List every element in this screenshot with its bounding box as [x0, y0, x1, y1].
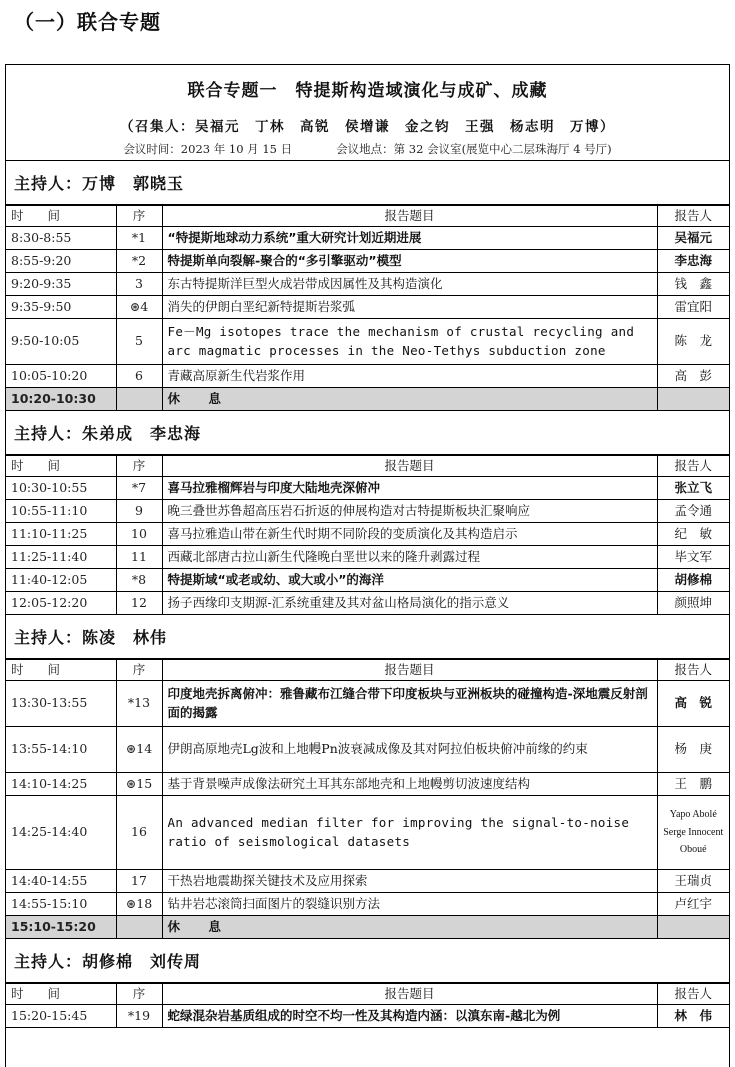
talk-seq: ⊛15 [116, 773, 162, 796]
talk-seq: *2 [116, 250, 162, 273]
talk-time: 9:20-9:35 [6, 273, 116, 296]
table-row [6, 319, 729, 365]
header-seq: 序 [116, 206, 162, 227]
header-time: 时 间 [6, 206, 116, 227]
talk-seq: 9 [116, 500, 162, 523]
table-row [6, 773, 729, 796]
talk-title: 休 息 [162, 916, 657, 939]
table-row [6, 227, 729, 250]
schedule-table [6, 205, 729, 411]
break-row [6, 388, 729, 411]
talk-speaker: 雷宜阳 [657, 296, 729, 319]
session-chair: 主持人：万博 郭晓玉 [6, 161, 729, 205]
talk-speaker: 毕文军 [657, 546, 729, 569]
header-speaker: 报告人 [657, 206, 729, 227]
talk-speaker: 高 彭 [657, 365, 729, 388]
table-row [6, 870, 729, 893]
table-row [6, 681, 729, 727]
talk-seq: *8 [116, 569, 162, 592]
meeting-time: 会议时间：2023 年 10 月 15 日 [123, 142, 293, 156]
talk-title: An advanced median filter for improving the signal-to-noise ratio of seismological datasets [162, 796, 657, 870]
talk-seq [116, 916, 162, 939]
talk-speaker: 李忠海 [657, 250, 729, 273]
talk-speaker: 高 锐 [657, 681, 729, 727]
talk-seq [116, 388, 162, 411]
header-seq: 序 [116, 984, 162, 1005]
talk-title: 干热岩地震勘探关键技术及应用探索 [162, 870, 657, 893]
table-row [6, 500, 729, 523]
talk-seq: 11 [116, 546, 162, 569]
talk-seq: *1 [116, 227, 162, 250]
talk-title: 西藏北部唐古拉山新生代隆晚白垩世以来的隆升剥露过程 [162, 546, 657, 569]
header-speaker: 报告人 [657, 660, 729, 681]
table-row [6, 546, 729, 569]
topic-title: 联合专题一 特提斯构造域演化与成矿、成藏 [187, 81, 548, 101]
meeting-info [6, 138, 729, 161]
table-row [6, 893, 729, 916]
session-chair: 主持人：胡修棉 刘传周 [6, 939, 729, 983]
talk-seq: 6 [116, 365, 162, 388]
talk-seq: ⊛4 [116, 296, 162, 319]
talk-speaker: 颜照坤 [657, 592, 729, 615]
talk-speaker [657, 388, 729, 411]
talk-seq: 10 [116, 523, 162, 546]
talk-time: 14:10-14:25 [6, 773, 116, 796]
talk-time: 12:05-12:20 [6, 592, 116, 615]
talk-title: 印度地壳拆离俯冲：雅鲁藏布江缝合带下印度板块与亚洲板块的碰撞构造-深地震反射剖面的揭露 [162, 681, 657, 727]
talk-speaker: 卢红宇 [657, 893, 729, 916]
header-time: 时 间 [6, 660, 116, 681]
talk-seq: *7 [116, 477, 162, 500]
header-title: 报告题目 [162, 206, 657, 227]
table-row [6, 477, 729, 500]
session-block [6, 615, 729, 939]
session-block [6, 411, 729, 615]
talk-seq: 17 [116, 870, 162, 893]
talk-speaker: 陈 龙 [657, 319, 729, 365]
section-heading: （一）联合专题 [14, 10, 161, 34]
talk-seq: ⊛18 [116, 893, 162, 916]
meeting-place: 会议地点：第 32 会议室(展览中心二层珠海厅 4 号厅) [336, 142, 612, 156]
talk-time: 9:50-10:05 [6, 319, 116, 365]
talk-title: 青藏高原新生代岩浆作用 [162, 365, 657, 388]
talk-title: 扬子西缘印支期源-汇系统重建及其对盆山格局演化的指示意义 [162, 592, 657, 615]
talk-title: 喜马拉雅榴辉岩与印度大陆地壳深俯冲 [162, 477, 657, 500]
table-row [6, 796, 729, 870]
session-chair: 主持人：陈凌 林伟 [6, 615, 729, 659]
talk-time: 9:35-9:50 [6, 296, 116, 319]
talk-speaker: 林 伟 [657, 1005, 729, 1028]
table-header-row [6, 984, 729, 1005]
talk-time: 8:55-9:20 [6, 250, 116, 273]
talk-speaker: 纪 敏 [657, 523, 729, 546]
table-row [6, 592, 729, 615]
talk-speaker: 胡修棉 [657, 569, 729, 592]
break-row [6, 916, 729, 939]
talk-speaker: 钱 鑫 [657, 273, 729, 296]
schedule-frame [5, 64, 730, 1067]
conveners: （召集人：吴福元 丁林 高锐 侯增谦 金之钧 王强 杨志明 万博） [120, 119, 615, 135]
header-speaker: 报告人 [657, 456, 729, 477]
talk-seq: ⊛14 [116, 727, 162, 773]
talk-time: 13:30-13:55 [6, 681, 116, 727]
talk-time: 10:30-10:55 [6, 477, 116, 500]
talk-speaker: Yapo Abolé Serge Innocent Oboué [657, 796, 729, 870]
header-seq: 序 [116, 456, 162, 477]
header-title: 报告题目 [162, 984, 657, 1005]
talk-title: 喜马拉雅造山带在新生代时期不同阶段的变质演化及其构造启示 [162, 523, 657, 546]
table-header-row [6, 206, 729, 227]
talk-speaker: 吴福元 [657, 227, 729, 250]
table-row [6, 1005, 729, 1028]
talk-time: 8:30-8:55 [6, 227, 116, 250]
talk-title: 伊朗高原地壳Lg波和上地幔Pn波衰减成像及其对阿拉伯板块俯冲前缘的约束 [162, 727, 657, 773]
talk-time: 14:55-15:10 [6, 893, 116, 916]
schedule-table [6, 659, 729, 939]
talk-time: 10:05-10:20 [6, 365, 116, 388]
talk-title: 钻井岩芯滚筒扫面图片的裂缝识别方法 [162, 893, 657, 916]
session-block [6, 161, 729, 411]
talk-time: 10:20-10:30 [6, 388, 116, 411]
header-seq: 序 [116, 660, 162, 681]
schedule-table [6, 455, 729, 615]
header-time: 时 间 [6, 456, 116, 477]
talk-seq: *13 [116, 681, 162, 727]
talk-title: 休 息 [162, 388, 657, 411]
header-title: 报告题目 [162, 456, 657, 477]
talk-time: 15:10-15:20 [6, 916, 116, 939]
talk-title: 晚三叠世苏鲁超高压岩石折返的伸展构造对古特提斯板块汇聚响应 [162, 500, 657, 523]
talk-title: 蛇绿混杂岩基质组成的时空不均一性及其构造内涵：以滇东南-越北为例 [162, 1005, 657, 1028]
talk-title: 消失的伊朗白垩纪新特提斯岩浆弧 [162, 296, 657, 319]
table-row [6, 365, 729, 388]
header-speaker: 报告人 [657, 984, 729, 1005]
talk-title: Fe－Mg isotopes trace the mechanism of crustal recycling and arc magmatic processes in the Neo-Tethys subduction zone [162, 319, 657, 365]
talk-seq: 5 [116, 319, 162, 365]
table-header-row [6, 456, 729, 477]
talk-seq: 3 [116, 273, 162, 296]
talk-speaker: 王 鹏 [657, 773, 729, 796]
table-header-row [6, 660, 729, 681]
session-chair: 主持人：朱弟成 李忠海 [6, 411, 729, 455]
talk-time: 11:25-11:40 [6, 546, 116, 569]
talk-time: 15:20-15:45 [6, 1005, 116, 1028]
talk-title: “特提斯地球动力系统”重大研究计划近期进展 [162, 227, 657, 250]
talk-speaker: 张立飞 [657, 477, 729, 500]
table-row [6, 250, 729, 273]
talk-title: 特提斯域“或老或幼、或大或小”的海洋 [162, 569, 657, 592]
table-row [6, 727, 729, 773]
talk-time: 14:40-14:55 [6, 870, 116, 893]
talk-speaker: 杨 庚 [657, 727, 729, 773]
talk-speaker: 孟令通 [657, 500, 729, 523]
header-title: 报告题目 [162, 660, 657, 681]
talk-time: 13:55-14:10 [6, 727, 116, 773]
header-time: 时 间 [6, 984, 116, 1005]
talk-time: 10:55-11:10 [6, 500, 116, 523]
talk-seq: *19 [116, 1005, 162, 1028]
talk-seq: 16 [116, 796, 162, 870]
talk-time: 14:25-14:40 [6, 796, 116, 870]
table-row [6, 296, 729, 319]
table-row [6, 569, 729, 592]
schedule-table [6, 983, 729, 1028]
sessions [6, 161, 729, 1028]
table-row [6, 523, 729, 546]
table-row [6, 273, 729, 296]
session-block [6, 939, 729, 1028]
talk-time: 11:10-11:25 [6, 523, 116, 546]
talk-time: 11:40-12:05 [6, 569, 116, 592]
talk-seq: 12 [116, 592, 162, 615]
talk-title: 东古特提斯洋巨型火成岩带成因属性及其构造演化 [162, 273, 657, 296]
talk-speaker [657, 916, 729, 939]
talk-speaker: 王瑞贞 [657, 870, 729, 893]
talk-title: 特提斯单向裂解-聚合的“多引擎驱动”模型 [162, 250, 657, 273]
talk-title: 基于背景噪声成像法研究土耳其东部地壳和上地幔剪切波速度结构 [162, 773, 657, 796]
